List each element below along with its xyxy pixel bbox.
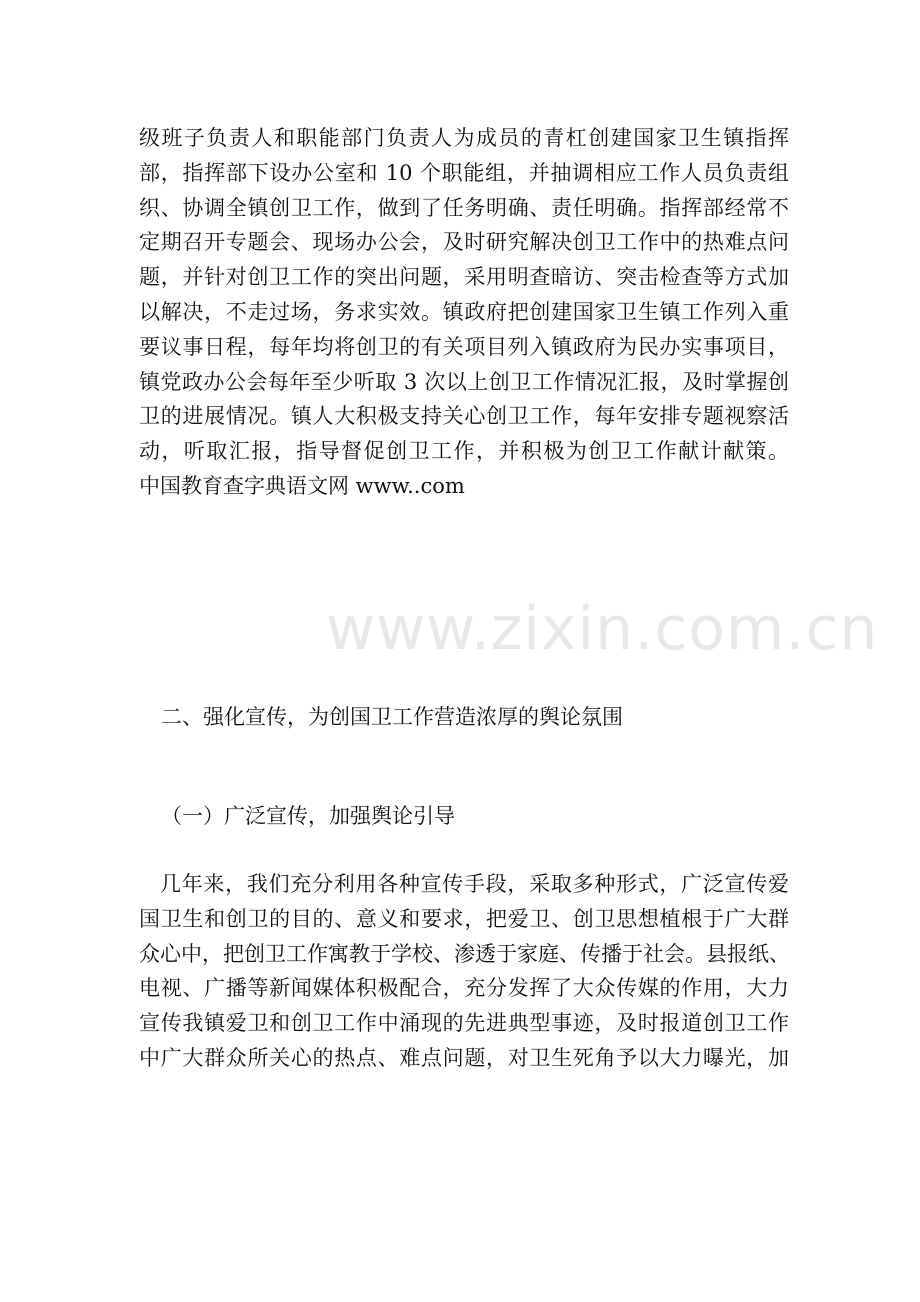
text-line: 动，听取汇报，指导督促创卫工作，并积极为创卫工作献计献策。 xyxy=(139,439,789,464)
text-line: 几年来，我们充分利用各种宣传手段，采取多种形式，广泛宣传爱 xyxy=(160,872,789,896)
watermark-text: www.zixin.com.cn xyxy=(326,594,879,664)
text-line: 电视、广播等新闻媒体积极配合，充分发挥了大众传媒的作用，大力 xyxy=(139,976,789,1001)
text-line: 要议事日程，每年均将创卫的有关项目列入镇政府为民办实事项目， xyxy=(139,334,789,359)
text-line: 级班子负责人和职能部门负责人为成员的青杠创建国家卫生镇指挥 xyxy=(139,126,789,150)
text-line: 中广大群众所关心的热点、难点问题，对卫生死角予以大力曝光，加 xyxy=(139,1045,789,1070)
text-line: 题，并针对创卫工作的突出问题，采用明查暗访、突击检查等方式加 xyxy=(139,265,789,290)
subsection-heading xyxy=(161,799,811,834)
text-line: 定期召开专题会、现场办公会，及时研究解决创卫工作中的热难点问 xyxy=(139,230,789,255)
text-line: 国卫生和创卫的目的、意义和要求，把爱卫、创卫思想植根于广大群 xyxy=(139,906,789,931)
paragraph-1 xyxy=(139,121,789,504)
text-line: 部，指挥部下设办公室和 10 个职能组，并抽调相应工作人员负责组 xyxy=(139,160,789,185)
text-line: 宣传我镇爱卫和创卫工作中涌现的先进典型事迹，及时报道创卫工作 xyxy=(139,1011,789,1036)
paragraph-2 xyxy=(139,867,789,1076)
text-line-source: 中国教育查字典语文网 www..com xyxy=(139,473,465,498)
section-heading-text: 二、强化宣传，为创国卫工作营造浓厚的舆论氛围 xyxy=(161,705,623,729)
subsection-heading-text: （一）广泛宣传，加强舆论引导 xyxy=(161,804,455,828)
text-line: 织、协调全镇创卫工作，做到了任务明确、责任明确。指挥部经常不 xyxy=(139,195,789,220)
text-line: 众心中，把创卫工作寓教于学校、渗透于家庭、传播于社会。县报纸、 xyxy=(139,941,790,966)
text-line: 卫的进展情况。镇人大积极支持关心创卫工作，每年安排专题视察活 xyxy=(139,404,789,429)
section-heading xyxy=(161,700,811,735)
text-line: 以解决，不走过场，务求实效。镇政府把创建国家卫生镇工作列入重 xyxy=(139,299,789,324)
text-line: 镇党政办公会每年至少听取 3 次以上创卫工作情况汇报，及时掌握创 xyxy=(139,369,789,394)
